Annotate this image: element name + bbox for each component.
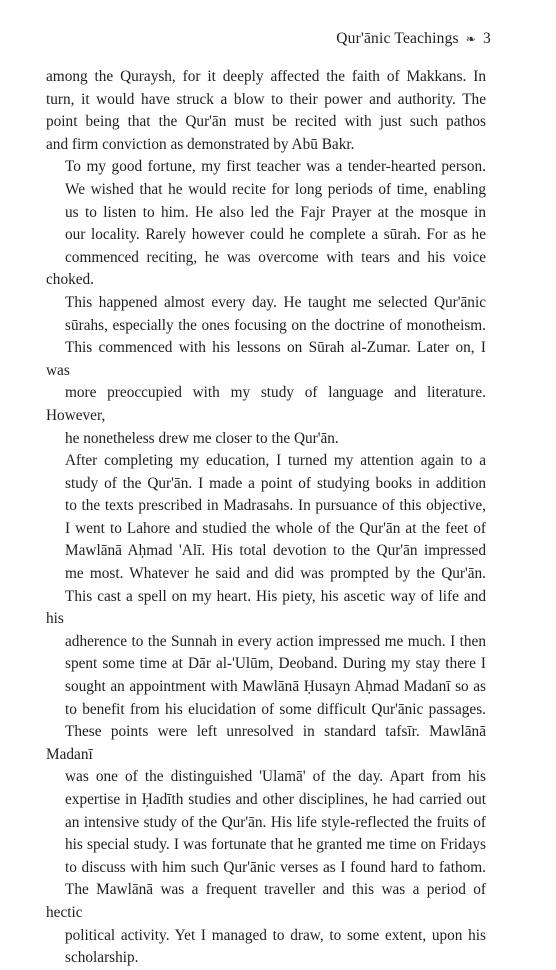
text-line: These points were left unresolved in standard tafsīr. Mawlānā Madanī: [46, 723, 486, 763]
running-title: Qur'ānic Teachings: [336, 30, 459, 47]
text-line: to discuss with him such Qur'ānic verses as I found hard to fathom.: [65, 858, 486, 876]
text-line: his special study. I was fortunate that he granted me time on Fridays: [65, 836, 486, 854]
text-line: was one of the distinguished 'Ulamā' of the day. Apart from his: [65, 768, 486, 786]
text-line: spent some time at Dār al-'Ulūm, Deoband. During my stay there I: [65, 655, 486, 673]
text-line: us to listen to him. He also led the Fajr Prayer at the mosque in: [65, 203, 486, 221]
text-line: After completing my education, I turned my attention again to a: [65, 452, 486, 470]
text-line: our locality. Rarely however could he complete a sūrah. For as he: [65, 226, 486, 244]
text-line: We wished that he would recite for long periods of time, enabling: [65, 180, 486, 198]
fleuron-ornament-icon: ❧: [465, 31, 477, 46]
text-line: scholarship.: [65, 949, 139, 967]
text-line: and firm conviction as demonstrated by Abū Bakr.: [46, 135, 355, 153]
text-line: to benefit from his elucidation of some difficult Qur'ānic passages.: [65, 700, 486, 718]
paragraph-3: [46, 450, 486, 970]
text-line: Mawlānā Aḥmad 'Alī. His total devotion to the Qur'ān impressed: [65, 542, 486, 560]
text-line: This cast a spell on my heart. His piety, his ascetic way of life and his: [46, 587, 486, 628]
text-line: commenced reciting, he was overcome with tears and his voice choked.: [46, 248, 486, 289]
text-line: expertise in Ḥadīth studies and other disciplines, he had carried out: [65, 791, 486, 808]
text-line: more preoccupied with my study of language and literature. However,: [46, 384, 486, 424]
text-line: This happened almost every day. He taught me selected Qur'ānic: [65, 293, 486, 311]
text-line: among the Quraysh, for it deeply affected the faith of Makkans. In: [46, 68, 486, 85]
text-line: turn, it would have struck a blow to their power and authority. The: [46, 90, 486, 108]
text-line: he nonetheless drew me closer to the Qur'ān.: [65, 429, 339, 447]
paragraph-1: [46, 66, 486, 156]
running-header: [336, 30, 491, 48]
paragraph-2: [46, 156, 486, 450]
text-line: me most. Whatever he said and did was prompted by the Qur'ān.: [65, 565, 486, 583]
text-line: The Mawlānā was a frequent traveller and this was a period of hectic: [46, 881, 486, 921]
page-number: 3: [483, 30, 491, 47]
text-line: to the texts prescribed in Madrasahs. In pursuance of this objective,: [65, 497, 486, 515]
text-line: I went to Lahore and studied the whole of the Qur'ān at the feet of: [65, 519, 486, 537]
body-text: [46, 66, 486, 970]
text-line: adherence to the Sunnah in every action impressed me much. I then: [65, 632, 486, 650]
text-line: sought an appointment with Mawlānā Ḥusayn Aḥmad Madanī so as: [65, 678, 486, 696]
text-line: study of the Qur'ān. I made a point of studying books in addition: [65, 474, 486, 492]
text-line: sūrahs, especially the ones focusing on the doctrine of monotheism.: [65, 316, 486, 334]
text-line: point being that the Qur'ān must be recited with just such pathos: [46, 113, 486, 131]
text-line: This commenced with his lessons on Sūrah al-Zumar. Later on, I was: [46, 339, 486, 379]
text-line: To my good fortune, my first teacher was a tender-hearted person.: [65, 158, 486, 176]
text-line: an intensive study of the Qur'ān. His life style-reflected the fruits of: [65, 813, 486, 831]
text-line: political activity. Yet I managed to draw, to some extent, upon his: [65, 926, 486, 944]
